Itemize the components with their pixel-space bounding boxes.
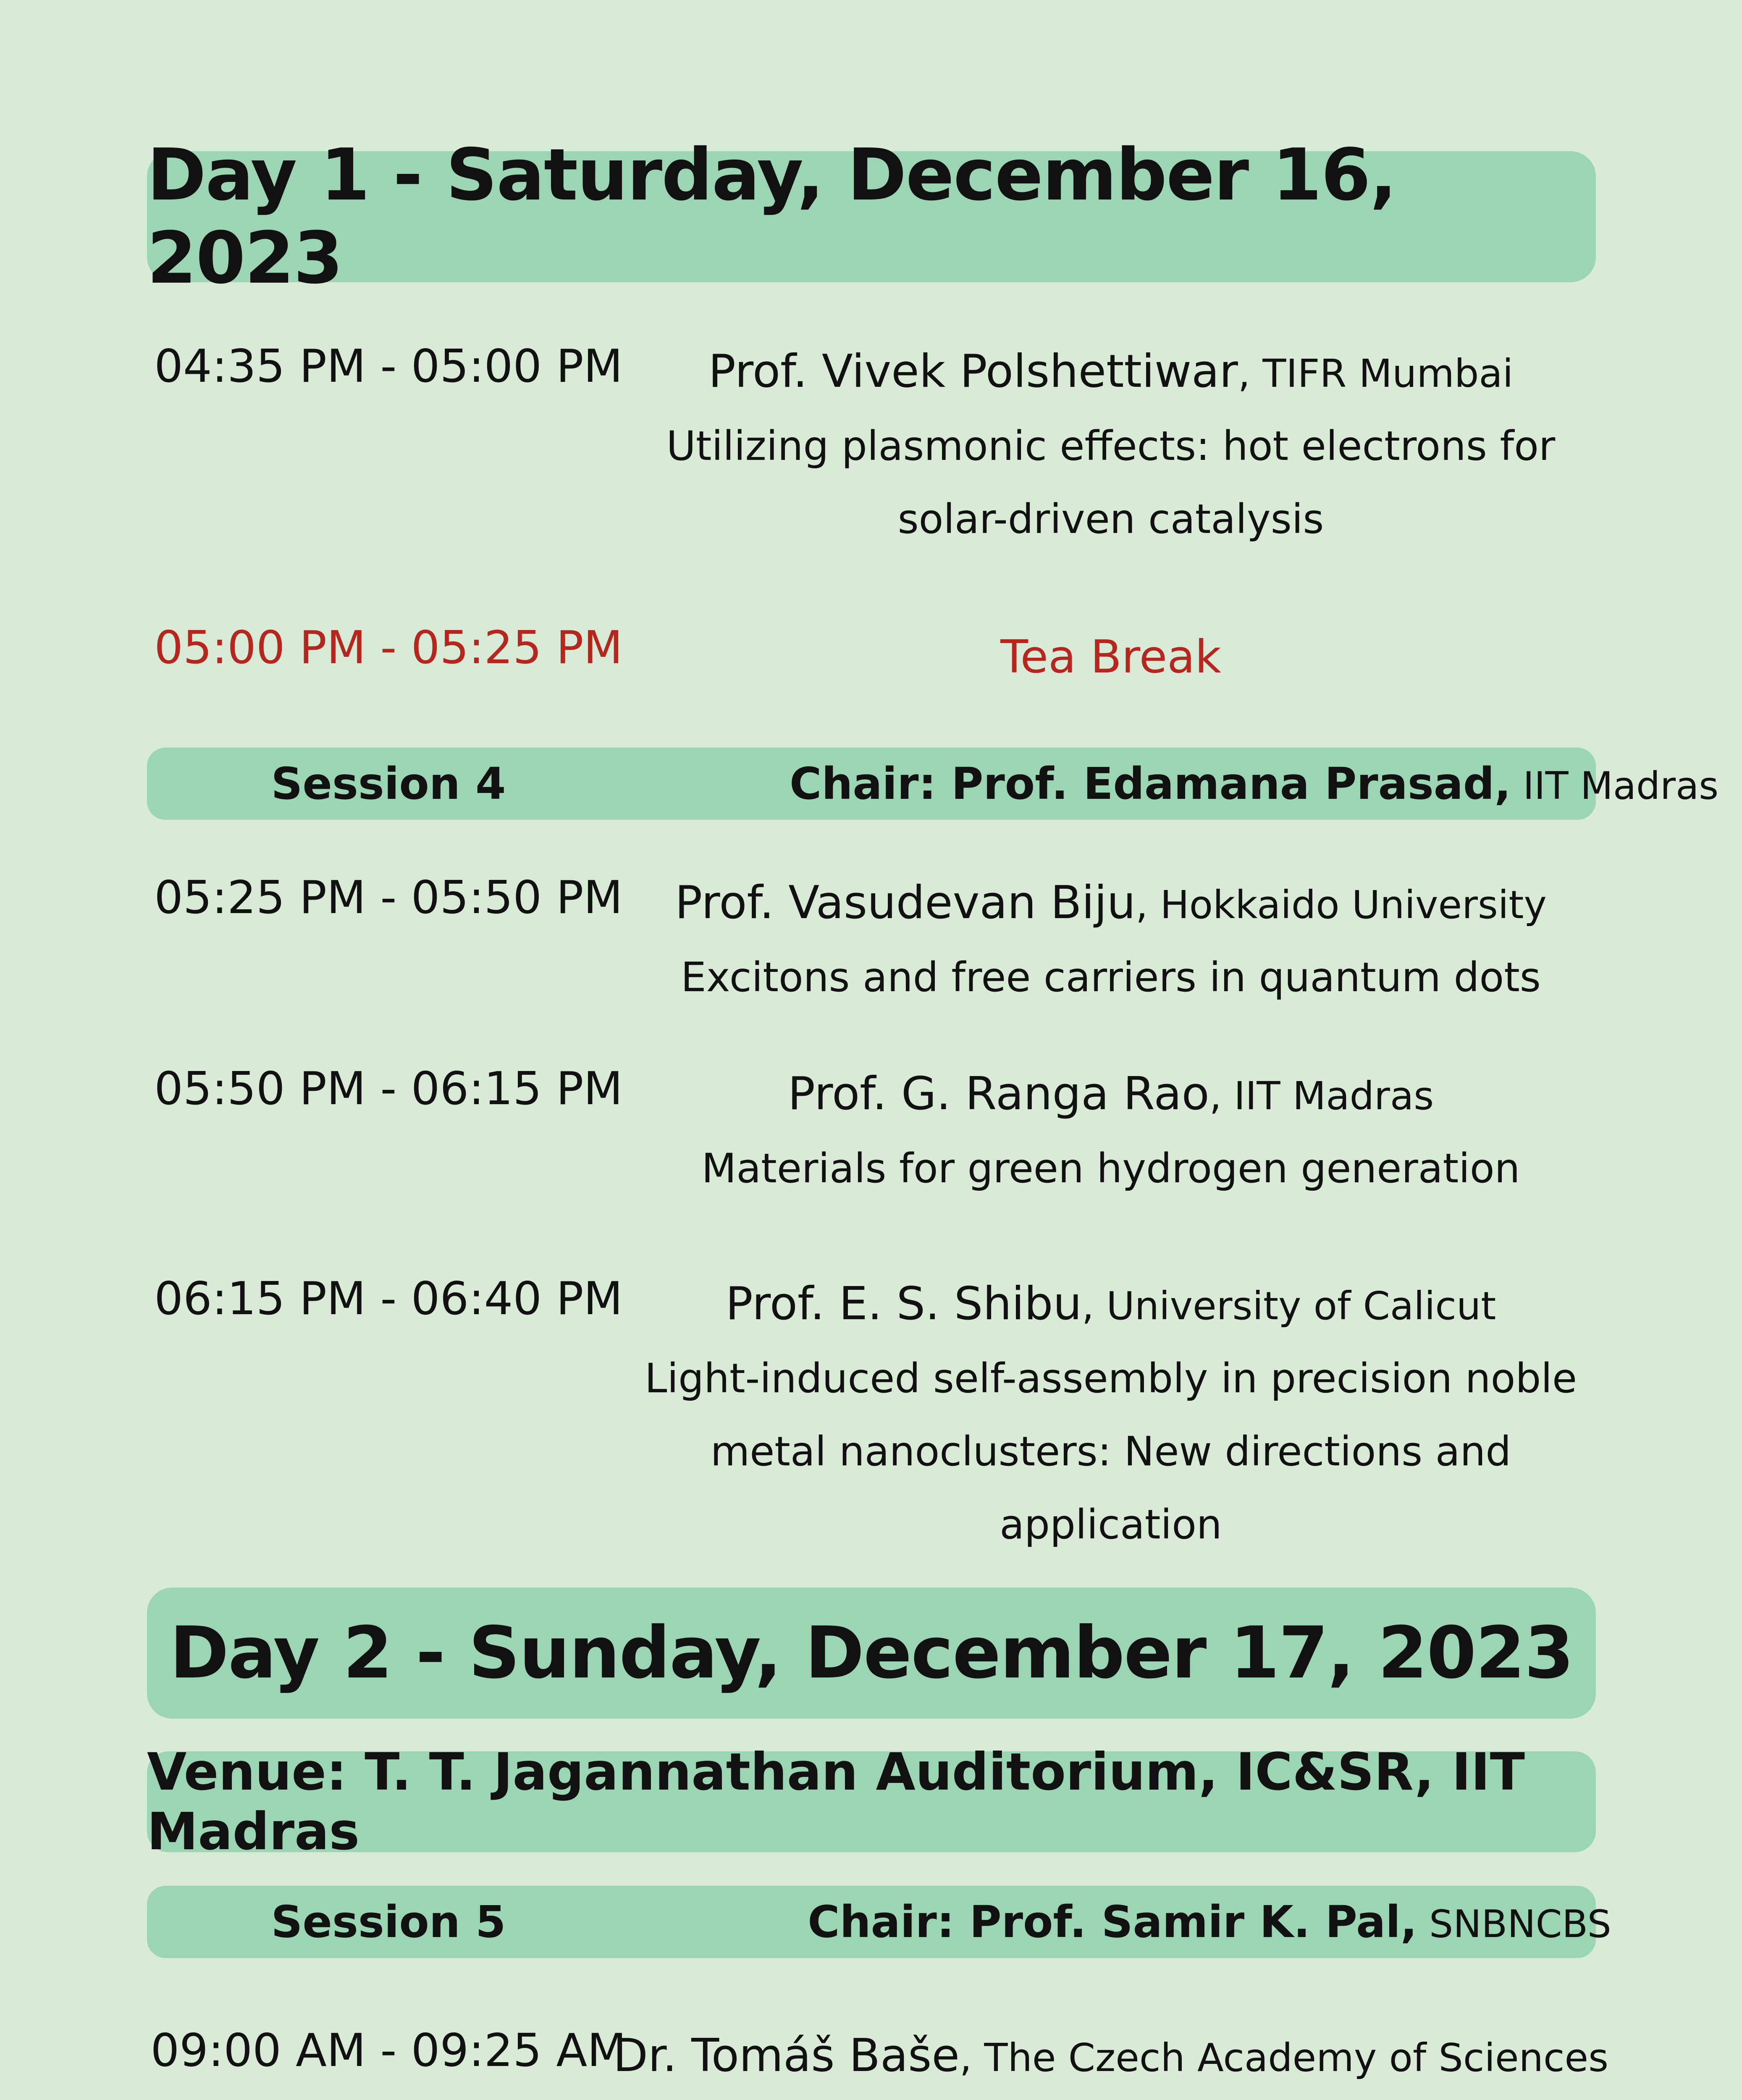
speaker-name: Prof. G. Ranga Rao bbox=[787, 1068, 1209, 1120]
break-details bbox=[538, 622, 1684, 693]
talk-time: 09:00 AM - 09:25 AM bbox=[150, 2024, 627, 2077]
day2-heading: Day 2 - Sunday, December 17, 2023 bbox=[170, 1612, 1573, 1695]
venue-banner bbox=[147, 1742, 1596, 1861]
talk-time: 04:35 PM - 05:00 PM bbox=[154, 340, 623, 393]
talk-title-line: Utilizing plasmonic effects: hot electrons for bbox=[666, 423, 1556, 470]
speaker-name: Prof. Vivek Polshettiwar bbox=[708, 345, 1238, 398]
speaker-affiliation: , TIFR Mumbai bbox=[1238, 351, 1514, 396]
chair-affiliation: SNBNCBS bbox=[1417, 1902, 1611, 1946]
speaker-affiliation: , University of Calicut bbox=[1081, 1284, 1496, 1328]
talk-time: 06:15 PM - 06:40 PM bbox=[154, 1273, 623, 1325]
venue-text: Venue: T. T. Jagannathan Auditorium, IC&SR, IIT Madras bbox=[147, 1742, 1525, 1861]
talk-title-line: Light-induced self-assembly in precision noble bbox=[645, 1355, 1577, 1402]
talk-details bbox=[538, 2020, 1684, 2100]
chair-name: Chair: Prof. Samir K. Pal, bbox=[808, 1896, 1417, 1948]
session-chair bbox=[790, 1896, 1629, 1948]
talk-title-line: Excitons and free carriers in quantum dots bbox=[681, 954, 1541, 1001]
talk-details bbox=[538, 1268, 1684, 1561]
session5-banner bbox=[147, 1886, 1611, 1958]
session-label: Session 5 bbox=[271, 1896, 506, 1948]
speaker-affiliation: , IIT Madras bbox=[1209, 1074, 1434, 1118]
speaker-line bbox=[538, 1058, 1684, 1132]
talk-details bbox=[538, 336, 1684, 556]
chair-affiliation: IIT Madras bbox=[1511, 764, 1719, 808]
speaker-line bbox=[538, 336, 1684, 410]
talk-title-line: application bbox=[1000, 1501, 1222, 1548]
talk-time: 05:25 PM - 05:50 PM bbox=[154, 872, 623, 924]
day1-heading: Day 1 - Saturday, December 16, 2023 bbox=[147, 134, 1396, 300]
talk-details bbox=[538, 867, 1684, 1014]
session-chair bbox=[790, 758, 1719, 809]
speaker-name: Prof. E. S. Shibu bbox=[725, 1278, 1082, 1330]
day1-heading-banner bbox=[147, 134, 1596, 300]
talk-details bbox=[538, 1058, 1684, 1205]
speaker-line bbox=[538, 867, 1684, 941]
day2-heading-banner bbox=[147, 1588, 1596, 1719]
talk-title-line: Materials for green hydrogen generation bbox=[701, 1145, 1520, 1192]
talk-title-line: metal nanoclusters: New directions and bbox=[710, 1428, 1511, 1475]
talk-time: 05:50 PM - 06:15 PM bbox=[154, 1063, 623, 1115]
chair-name: Chair: Prof. Edamana Prasad, bbox=[790, 758, 1511, 809]
speaker-name: Dr. Tomáš Baše bbox=[613, 2029, 960, 2082]
talk-title-line: solar-driven catalysis bbox=[897, 496, 1324, 543]
speaker-affiliation: , The Czech Academy of Sciences bbox=[959, 2035, 1609, 2080]
session4-banner bbox=[147, 748, 1719, 820]
break-label: Tea Break bbox=[1000, 631, 1221, 683]
session-label: Session 4 bbox=[271, 758, 506, 809]
speaker-line bbox=[538, 1268, 1684, 1342]
break-time: 05:00 PM - 05:25 PM bbox=[154, 622, 623, 674]
speaker-affiliation: , Hokkaido University bbox=[1136, 882, 1547, 927]
speaker-name: Prof. Vasudevan Biju bbox=[675, 877, 1136, 929]
speaker-line bbox=[538, 2020, 1684, 2094]
talk-title-line bbox=[538, 2094, 1684, 2100]
